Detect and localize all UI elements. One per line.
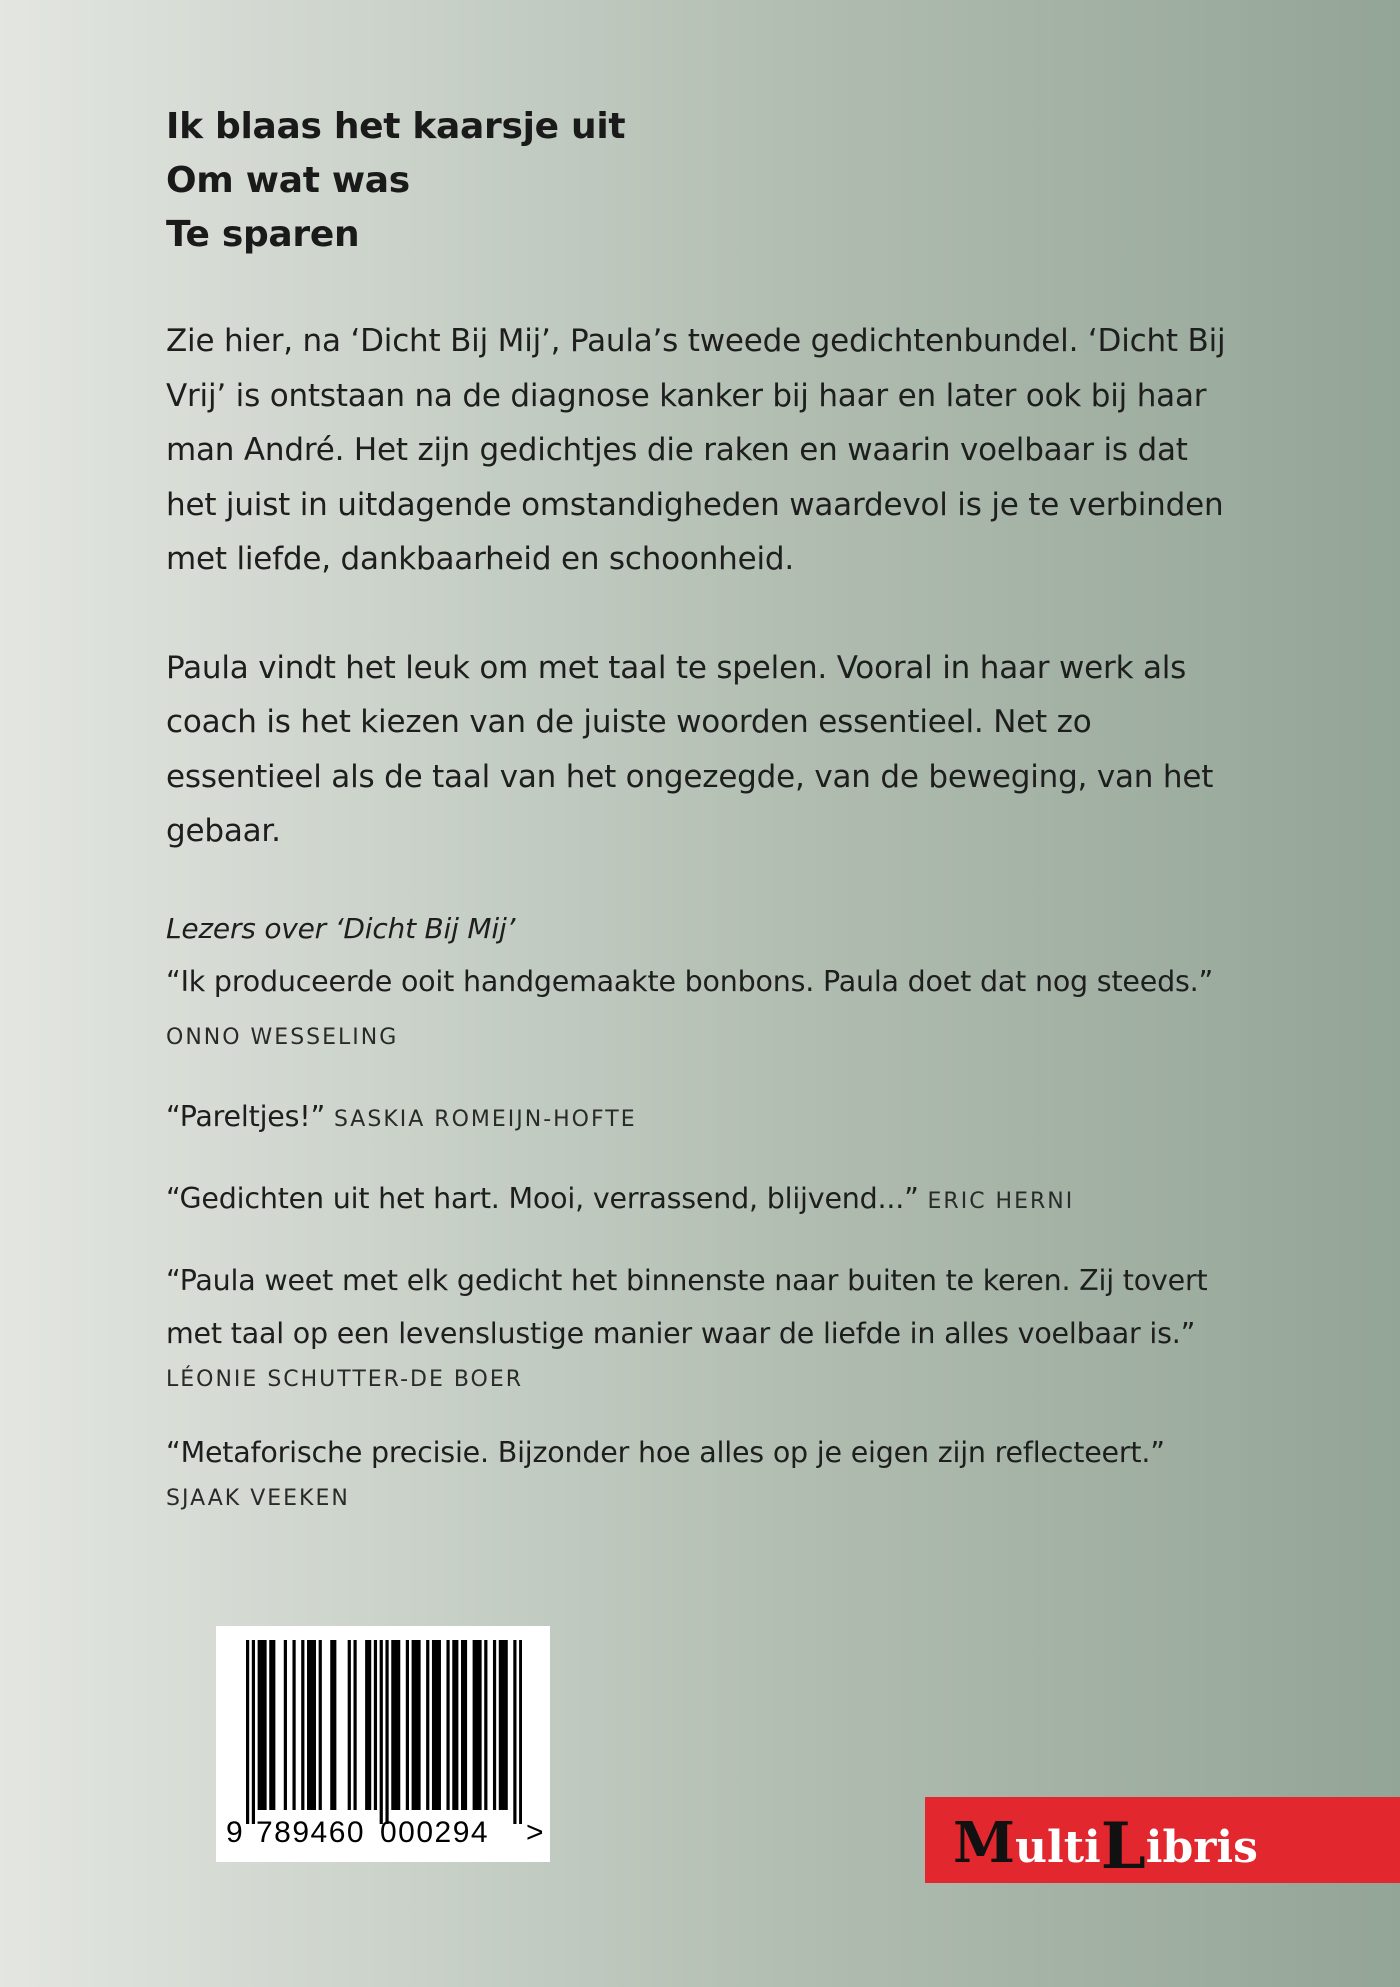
barcode-bar: [353, 1640, 356, 1810]
motto-poem: [166, 100, 1246, 262]
barcode-bar: [246, 1640, 249, 1824]
barcode-bar: [446, 1640, 449, 1810]
quote-text: “Pareltjes!”: [166, 1099, 326, 1133]
review-quote: [166, 955, 1246, 1064]
barcode-bar: [415, 1640, 418, 1810]
barcode-left-group: 789460: [256, 1816, 366, 1849]
reviews-heading: Lezers over ‘Dicht Bij Mij’: [166, 911, 516, 945]
barcode-bar: [258, 1640, 261, 1810]
barcode-bar: [426, 1640, 429, 1810]
review-quote: [166, 1426, 1246, 1519]
barcode-bar: [406, 1640, 409, 1810]
barcode-bar: [374, 1640, 377, 1810]
barcode-bar: [252, 1640, 255, 1824]
motto-line-2: Om wat was: [166, 160, 410, 201]
barcode-bar: [391, 1640, 394, 1810]
barcode-bar: [452, 1640, 455, 1810]
barcode-bar: [348, 1640, 351, 1810]
motto-line-3: Te sparen: [166, 214, 360, 255]
barcode-bar: [519, 1640, 522, 1824]
quote-author: LÉONIE SCHUTTER-DE BOER: [166, 1366, 524, 1392]
barcode-bar: [301, 1640, 304, 1810]
blurb-paragraph-2: Paula vindt het leuk om met taal te spelen. Vooral in haar werk als coach is het kiezen van de juiste woorden essentieel. Net zo essentieel als de taal van het ongezegde, van de beweging, van het gebaar.: [166, 649, 1214, 849]
reader-reviews: [166, 905, 1246, 1519]
barcode-bar: [319, 1640, 322, 1810]
barcode-bar: [330, 1640, 333, 1810]
barcode-bar: [313, 1640, 316, 1810]
quote-text: “Ik produceerde ooit handgemaakte bonbons. Paula doet dat nog steeds.”: [166, 964, 1214, 998]
publisher-logo-bar: [925, 1797, 1400, 1883]
barcode-bar: [284, 1640, 287, 1810]
barcode-bar: [368, 1640, 371, 1810]
barcode-bars: [246, 1640, 522, 1824]
barcode-bar: [435, 1640, 438, 1810]
quote-author: SASKIA ROMEIJN-HOFTE: [333, 1106, 637, 1132]
barcode-bar: [261, 1640, 264, 1810]
isbn-barcode: [216, 1626, 550, 1862]
review-quote: [166, 1090, 1246, 1146]
barcode-bar: [272, 1640, 275, 1810]
logo-multi: Multi: [953, 1810, 1101, 1876]
barcode-bar: [412, 1640, 415, 1810]
barcode-bar: [502, 1640, 505, 1810]
logo-libris: Libris: [1100, 1809, 1258, 1884]
barcode-bar: [461, 1640, 464, 1810]
barcode-bar: [438, 1640, 441, 1810]
barcode-bar: [505, 1640, 508, 1810]
barcode-bar: [365, 1640, 368, 1810]
barcode-bar: [307, 1640, 310, 1810]
barcode-bar: [513, 1640, 516, 1824]
barcode-bar: [478, 1640, 481, 1810]
barcode-bar: [432, 1640, 435, 1810]
quote-text: “Gedichten uit het hart. Mooi, verrassend, blijvend...”: [166, 1181, 919, 1215]
barcode-bar: [310, 1640, 313, 1810]
barcode-bar: [269, 1640, 272, 1810]
barcode-bar: [380, 1640, 383, 1824]
barcode-arrow: >: [526, 1816, 545, 1849]
quote-author: ERIC HERNI: [927, 1188, 1075, 1214]
quote-author: SJAAK VEEKEN: [166, 1485, 350, 1511]
barcode-bar: [333, 1640, 336, 1810]
barcode-bar: [455, 1640, 458, 1810]
motto-line-1: Ik blaas het kaarsje uit: [166, 106, 626, 147]
barcode-bar: [484, 1640, 487, 1810]
barcode-right-group: 000294: [380, 1816, 490, 1849]
barcode-bar: [473, 1640, 476, 1810]
blurb-paragraph-1: Zie hier, na ‘Dicht Bij Mij’, Paula’s tweede gedichtenbundel. ‘Dicht Bij Vrij’ is ontstaan na de diagnose kanker bij haar en later ook bij haar man André. Het zijn gedichtjes die raken en waarin voelbaar is dat het juist in uitdagende omstandigheden waardevol is je te verbinden met liefde, dankbaarheid en schoonheid.: [166, 323, 1226, 577]
cover-text: [166, 100, 1246, 1545]
publisher-logo: [953, 1809, 1258, 1884]
barcode-bar: [397, 1640, 400, 1810]
review-quote: [166, 1254, 1246, 1400]
review-quote: [166, 1172, 1246, 1228]
barcode-bar: [499, 1640, 502, 1810]
barcode-bar: [476, 1640, 479, 1810]
quote-author: ONNO WESSELING: [166, 1024, 399, 1050]
barcode-bar: [292, 1640, 295, 1810]
barcode-bar: [263, 1640, 266, 1810]
quote-text: “Paula weet met elk gedicht het binnenste naar buiten te keren. Zij tovert met taal op een levenslustige manier waar de liefde in alles voelbaar is.”: [166, 1263, 1208, 1350]
quote-text: “Metaforische precisie. Bijzonder hoe alles op je eigen zijn reflecteert.”: [166, 1435, 1165, 1469]
barcode-bar: [417, 1640, 420, 1810]
barcode-bar: [464, 1640, 467, 1810]
barcode-bar: [394, 1640, 397, 1810]
barcode-bar: [385, 1640, 388, 1824]
barcode-first-digit: 9: [226, 1816, 244, 1849]
barcode-bar: [493, 1640, 496, 1810]
